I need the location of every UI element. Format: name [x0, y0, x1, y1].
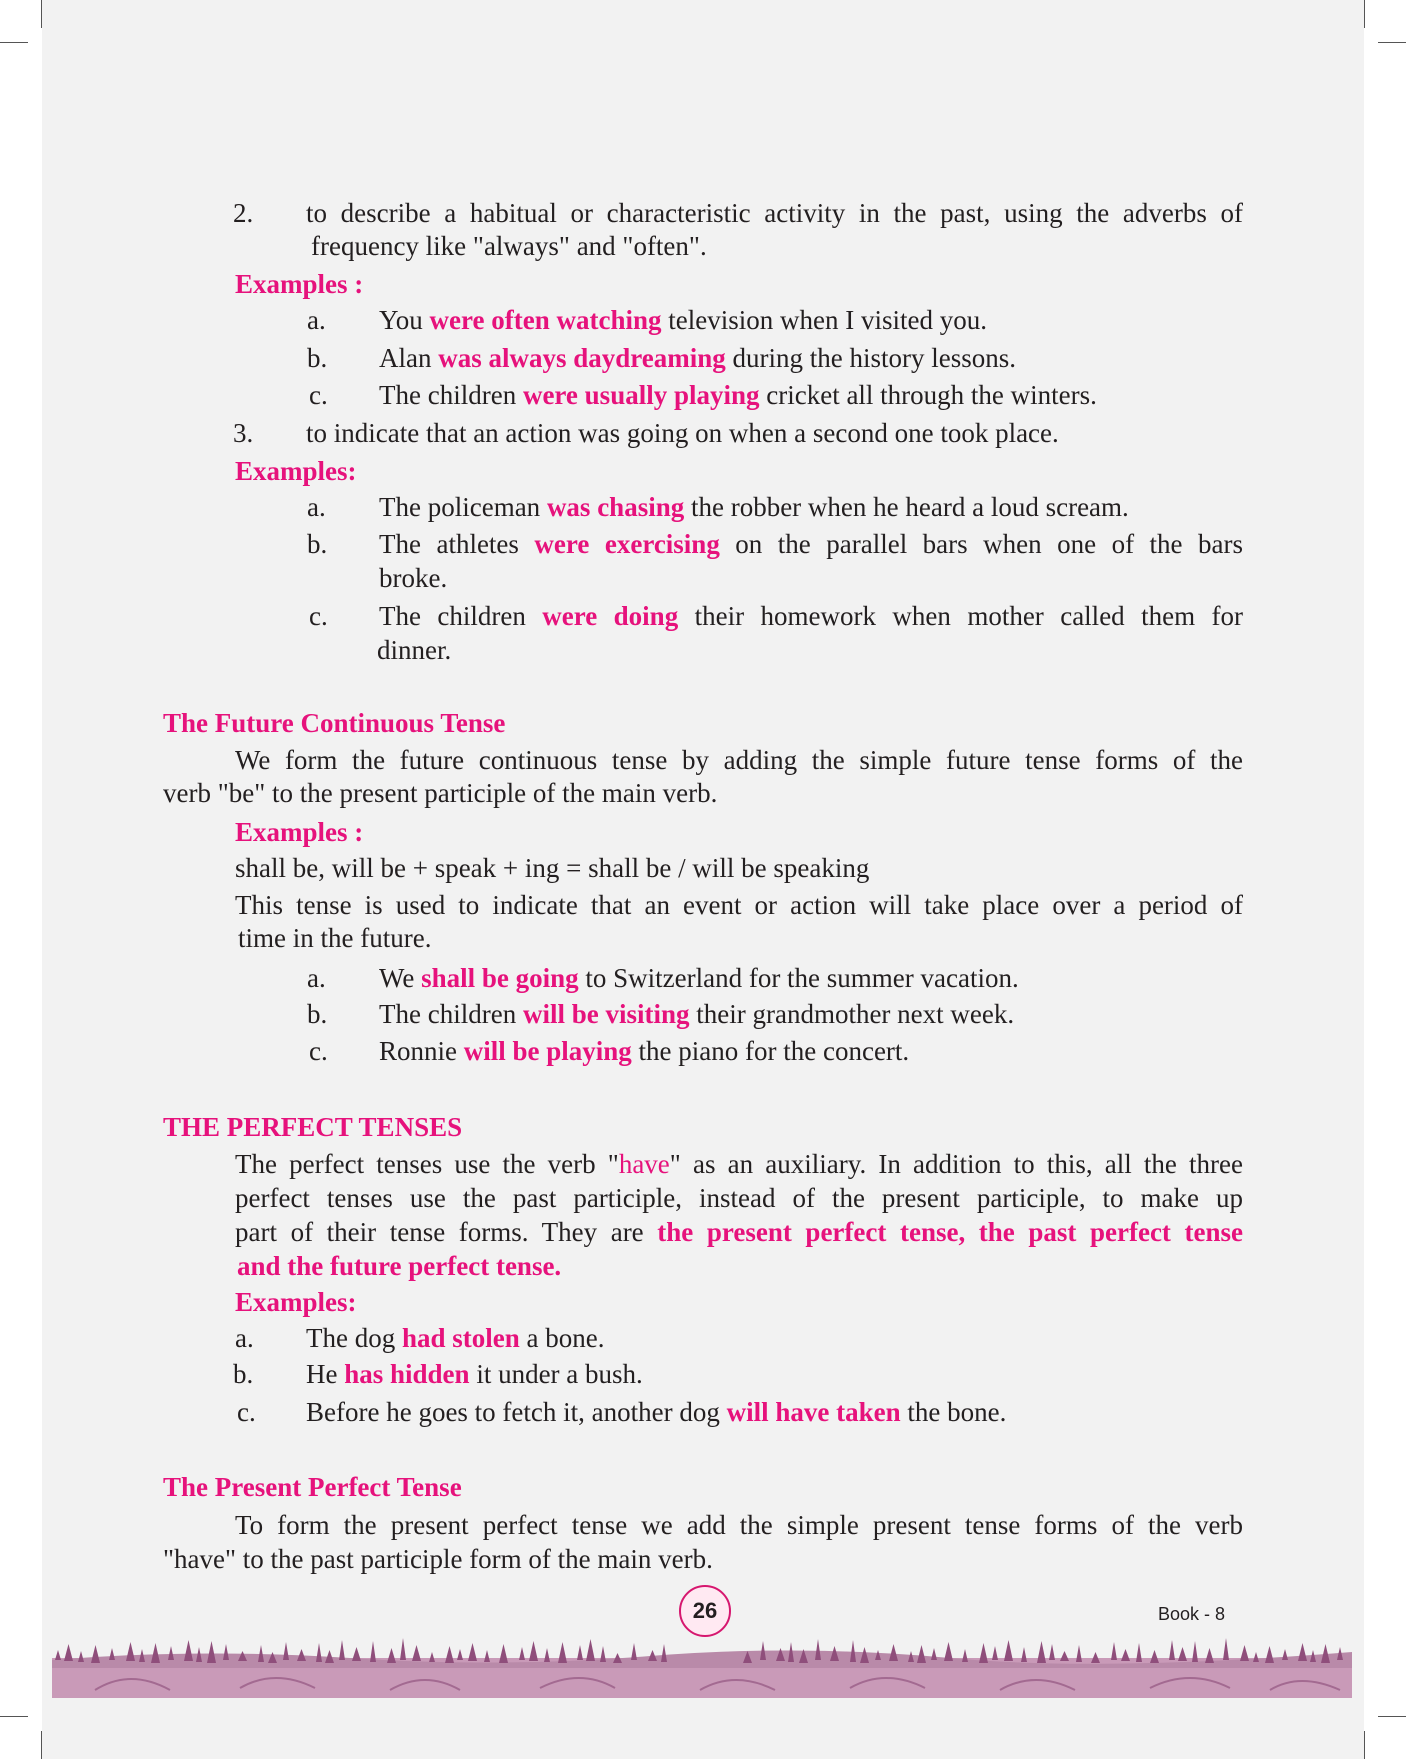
section-heading-present-perfect: The Present Perfect Tense	[163, 1472, 462, 1502]
example-sentence: You were often watching television when I visited you.	[379, 305, 987, 335]
paragraph-line: "have" to the past participle form of the main verb.	[163, 1544, 713, 1574]
example-marker: a.	[307, 492, 326, 522]
examples-label: Examples:	[235, 1287, 357, 1317]
example-sentence: The policeman was chasing the robber when he heard a loud scream.	[379, 492, 1129, 522]
paragraph-line: verb "be" to the present participle of the main verb.	[163, 778, 718, 808]
example-marker: c.	[309, 380, 328, 410]
example-sentence: We shall be going to Switzerland for the summer vacation.	[379, 963, 1019, 993]
paragraph-line: To form the present perfect tense we add the simple present tense forms of the verb	[235, 1510, 1243, 1540]
example-marker: b.	[233, 1359, 254, 1389]
paragraph-line: part of their tense forms. They are the present perfect tense, the past perfect tense	[235, 1217, 1243, 1247]
book-label: Book - 8	[1158, 1604, 1226, 1624]
example-sentence: The children were usually playing cricket all through the winters.	[379, 380, 1097, 410]
example-sentence: Before he goes to fetch it, another dog will have taken the bone.	[306, 1397, 1007, 1427]
example-sentence: The athletes were exercising on the parallel bars when one of the bars	[379, 529, 1243, 559]
example-marker: c.	[237, 1397, 256, 1427]
example-sentence: Ronnie will be playing the piano for the concert.	[379, 1036, 910, 1066]
item-2-text-line-1: to describe a habitual or characteristic activity in the past, using the adverbs of	[306, 198, 1243, 228]
example-marker: c.	[309, 1036, 328, 1066]
section-heading-perfect-tenses: THE PERFECT TENSES	[163, 1112, 463, 1142]
example-sentence: The dog had stolen a bone.	[306, 1323, 605, 1353]
example-sentence: The children will be visiting their grandmother next week.	[379, 999, 1015, 1029]
example-sentence: He has hidden it under a bush.	[306, 1359, 643, 1389]
item-3-number: 3.	[233, 418, 254, 448]
item-2-number: 2.	[233, 198, 254, 228]
paragraph-line: time in the future.	[238, 923, 432, 953]
example-continuation: dinner.	[377, 635, 452, 665]
paragraph-line: and the future perfect tense.	[237, 1251, 562, 1281]
example-marker: a.	[307, 305, 326, 335]
example-sentence: The children were doing their homework when mother called them for	[379, 601, 1243, 631]
example-marker: a.	[307, 963, 326, 993]
example-marker: b.	[307, 343, 328, 373]
examples-label: Examples:	[235, 456, 357, 486]
section-heading-future-continuous: The Future Continuous Tense	[163, 708, 506, 738]
examples-label: Examples :	[235, 817, 364, 847]
page-number-badge: 26	[679, 1585, 731, 1637]
examples-label: Examples :	[235, 269, 364, 299]
example-marker: a.	[235, 1323, 254, 1353]
example-marker: c.	[309, 601, 328, 631]
example-continuation: broke.	[379, 563, 448, 593]
paragraph-line: We form the future continuous tense by adding the simple future tense forms of the	[235, 745, 1243, 775]
example-sentence: Alan was always daydreaming during the history lessons.	[379, 343, 1017, 373]
formula-line: shall be, will be + speak + ing = shall be / will be speaking	[235, 853, 870, 883]
paragraph-line: perfect tenses use the past participle, instead of the present participle, to make up	[235, 1183, 1243, 1213]
paragraph-line: This tense is used to indicate that an event or action will take place over a period of	[235, 890, 1243, 920]
example-marker: b.	[307, 529, 328, 559]
item-3-text: to indicate that an action was going on when a second one took place.	[306, 418, 1059, 448]
example-marker: b.	[307, 999, 328, 1029]
paragraph-line: The perfect tenses use the verb "have" as an auxiliary. In addition to this, all the three	[235, 1149, 1243, 1179]
item-2-text-line-2: frequency like "always" and "often".	[311, 231, 707, 261]
